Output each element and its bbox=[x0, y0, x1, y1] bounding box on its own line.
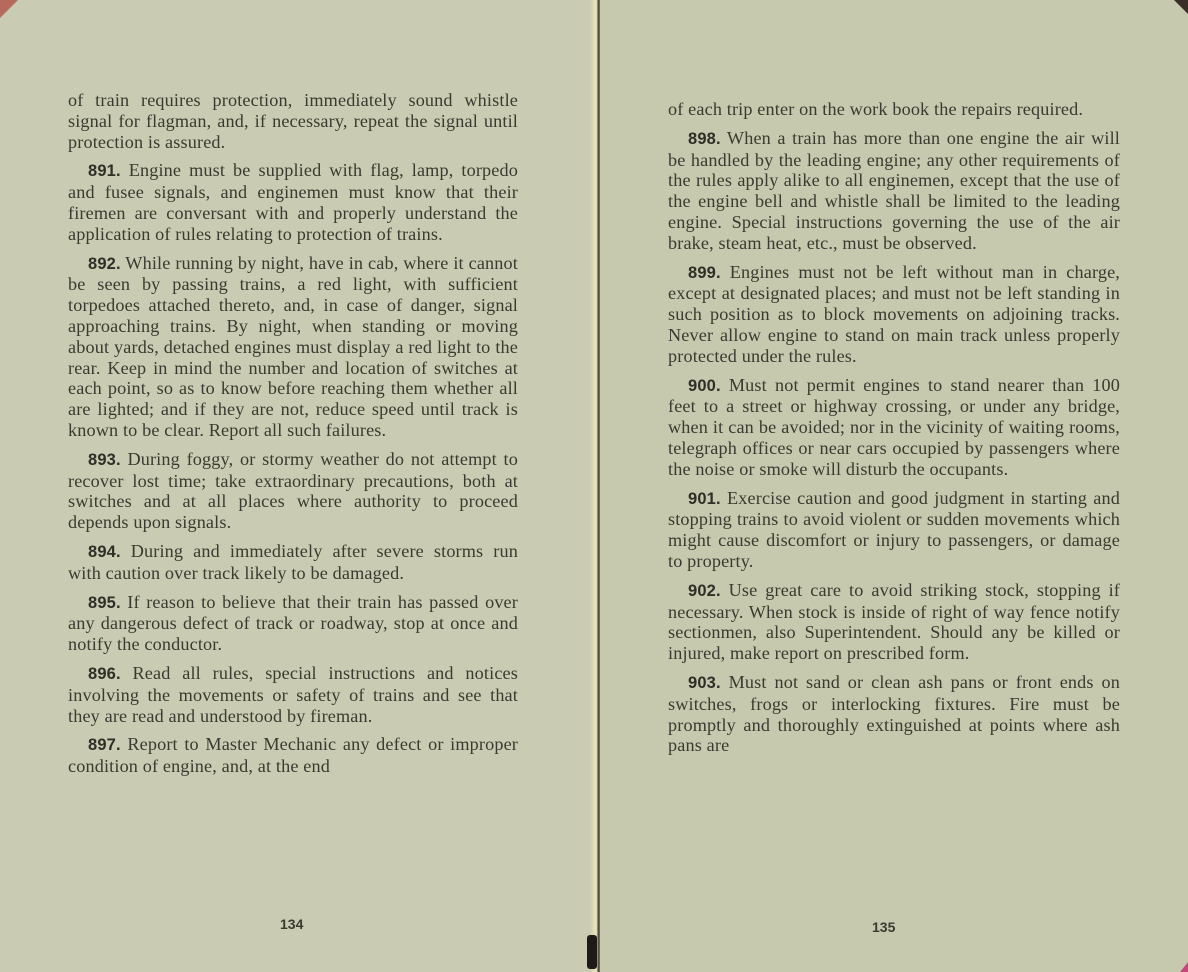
rule-text: Engine must be supplied with flag, lamp, torpedo and fusee signals, and enginemen must know that their firemen are conversant with and properly understand the application of rules relating to protection of trains. bbox=[68, 160, 518, 244]
rule-text: Engines must not be left without man in charge, except at designated places; and must not be left standing in such position as to block movements on adjoining tracks. Never allow engine to stand on main track unless properly protected under the rules. bbox=[668, 261, 1120, 366]
rule-number: 899. bbox=[688, 263, 721, 282]
paragraph-894 bbox=[68, 541, 518, 584]
rule-text: When a train has more than one engine the air will be handled by the leading engine; any other requirements of the rules apply alike to all enginemen, except that the use of the engine bell and whistle shall be limited to the leading engine. Special instructions governing the use of the air brake, steam heat, etc., must be observed. bbox=[668, 127, 1120, 253]
rule-number: 902. bbox=[688, 581, 721, 600]
cover-corner bbox=[1174, 0, 1188, 14]
rule-number: 891. bbox=[88, 162, 121, 181]
rule-text: Must not permit engines to stand nearer than 100 feet to a street or highway crossing, or under any bridge, when it can be avoided; nor in the vicinity of waiting rooms, telegraph offices or near cars occupied by passengers where the noise or smoke will disturb the occupants. bbox=[668, 374, 1120, 479]
paragraph-899 bbox=[668, 262, 1120, 367]
cover-corner bbox=[0, 0, 18, 18]
paragraph-902 bbox=[668, 580, 1120, 664]
rule-text: Must not sand or clean ash pans or front ends on switches, frogs or interlocking fixtures. Fire must be promptly and thoroughly extinguished at points where ash pans are bbox=[668, 671, 1120, 756]
paragraph: of train requires protection, immediately sound whistle signal for flagman, and, if necessary, repeat the signal until protection is assured. bbox=[68, 90, 518, 152]
rule-number: 900. bbox=[688, 376, 721, 395]
rule-number: 903. bbox=[688, 673, 721, 692]
rule-text: Exercise caution and good judgment in starting and stopping trains to avoid violent or sudden movements which might cause discomfort or injury to passengers, or damage to property. bbox=[668, 487, 1121, 571]
rule-text: During foggy, or stormy weather do not attempt to recover lost time; take extraordinary precautions, both at switches and at all places where authority to proceed depends upon signals. bbox=[68, 448, 518, 533]
rule-number: 896. bbox=[88, 664, 121, 683]
rule-text: While running by night, have in cab, where it cannot be seen by passing trains, a red light, with sufficient torpedoes attached thereto, and, in case of danger, signal approaching trains. By night, when standing or moving about yards, detached engines must display a red light to the rear. Keep in mind the number and location of switches at each point, so as to know before reaching them whether all are lighted; and if they are not, reduce speed until track is known to be clear. Report all such failures. bbox=[68, 252, 518, 440]
rule-text: Read all rules, special instructions and notices involving the movements or safety of trains and see that they are read and understood by fireman. bbox=[68, 662, 519, 726]
rule-number: 895. bbox=[88, 593, 121, 612]
page-number: 134 bbox=[280, 916, 304, 932]
rule-number: 893. bbox=[88, 450, 121, 469]
page-number: 135 bbox=[872, 919, 896, 935]
cover-corner bbox=[1180, 962, 1188, 972]
right-page-text bbox=[668, 99, 1120, 764]
rule-number: 892. bbox=[88, 254, 121, 273]
paragraph: of each trip enter on the work book the repairs required. bbox=[668, 99, 1084, 119]
paragraph-903 bbox=[668, 672, 1120, 756]
paragraph-897 bbox=[68, 734, 518, 777]
rule-text: If reason to believe that their train has passed over any dangerous defect of track or roadway, stop at once and notify the conductor. bbox=[68, 591, 518, 655]
paragraph-893 bbox=[68, 449, 518, 533]
paragraph-895 bbox=[68, 592, 518, 655]
paragraph-898 bbox=[668, 128, 1120, 254]
paragraph-892 bbox=[68, 253, 518, 441]
rule-number: 897. bbox=[88, 736, 121, 755]
paragraph-901 bbox=[668, 488, 1120, 572]
paragraph-896 bbox=[68, 663, 518, 726]
binding-shadow bbox=[587, 935, 597, 969]
rule-number: 901. bbox=[688, 489, 721, 508]
paragraph-900 bbox=[668, 375, 1120, 480]
paragraph-891 bbox=[68, 160, 518, 244]
rule-number: 894. bbox=[88, 542, 121, 561]
rule-text: During and immediately after severe storms run with caution over track likely to be damaged. bbox=[68, 540, 518, 583]
rule-text: Use great care to avoid striking stock, stopping if necessary. When stock is inside of right of way fence notify sectionmen, also Superintendent. Should any be killed or injured, make report on prescribed form. bbox=[668, 579, 1120, 664]
rule-number: 898. bbox=[688, 129, 721, 148]
rule-text: Report to Master Mechanic any defect or improper condition of engine, and, at the end bbox=[68, 734, 518, 777]
left-page-text bbox=[68, 90, 518, 785]
